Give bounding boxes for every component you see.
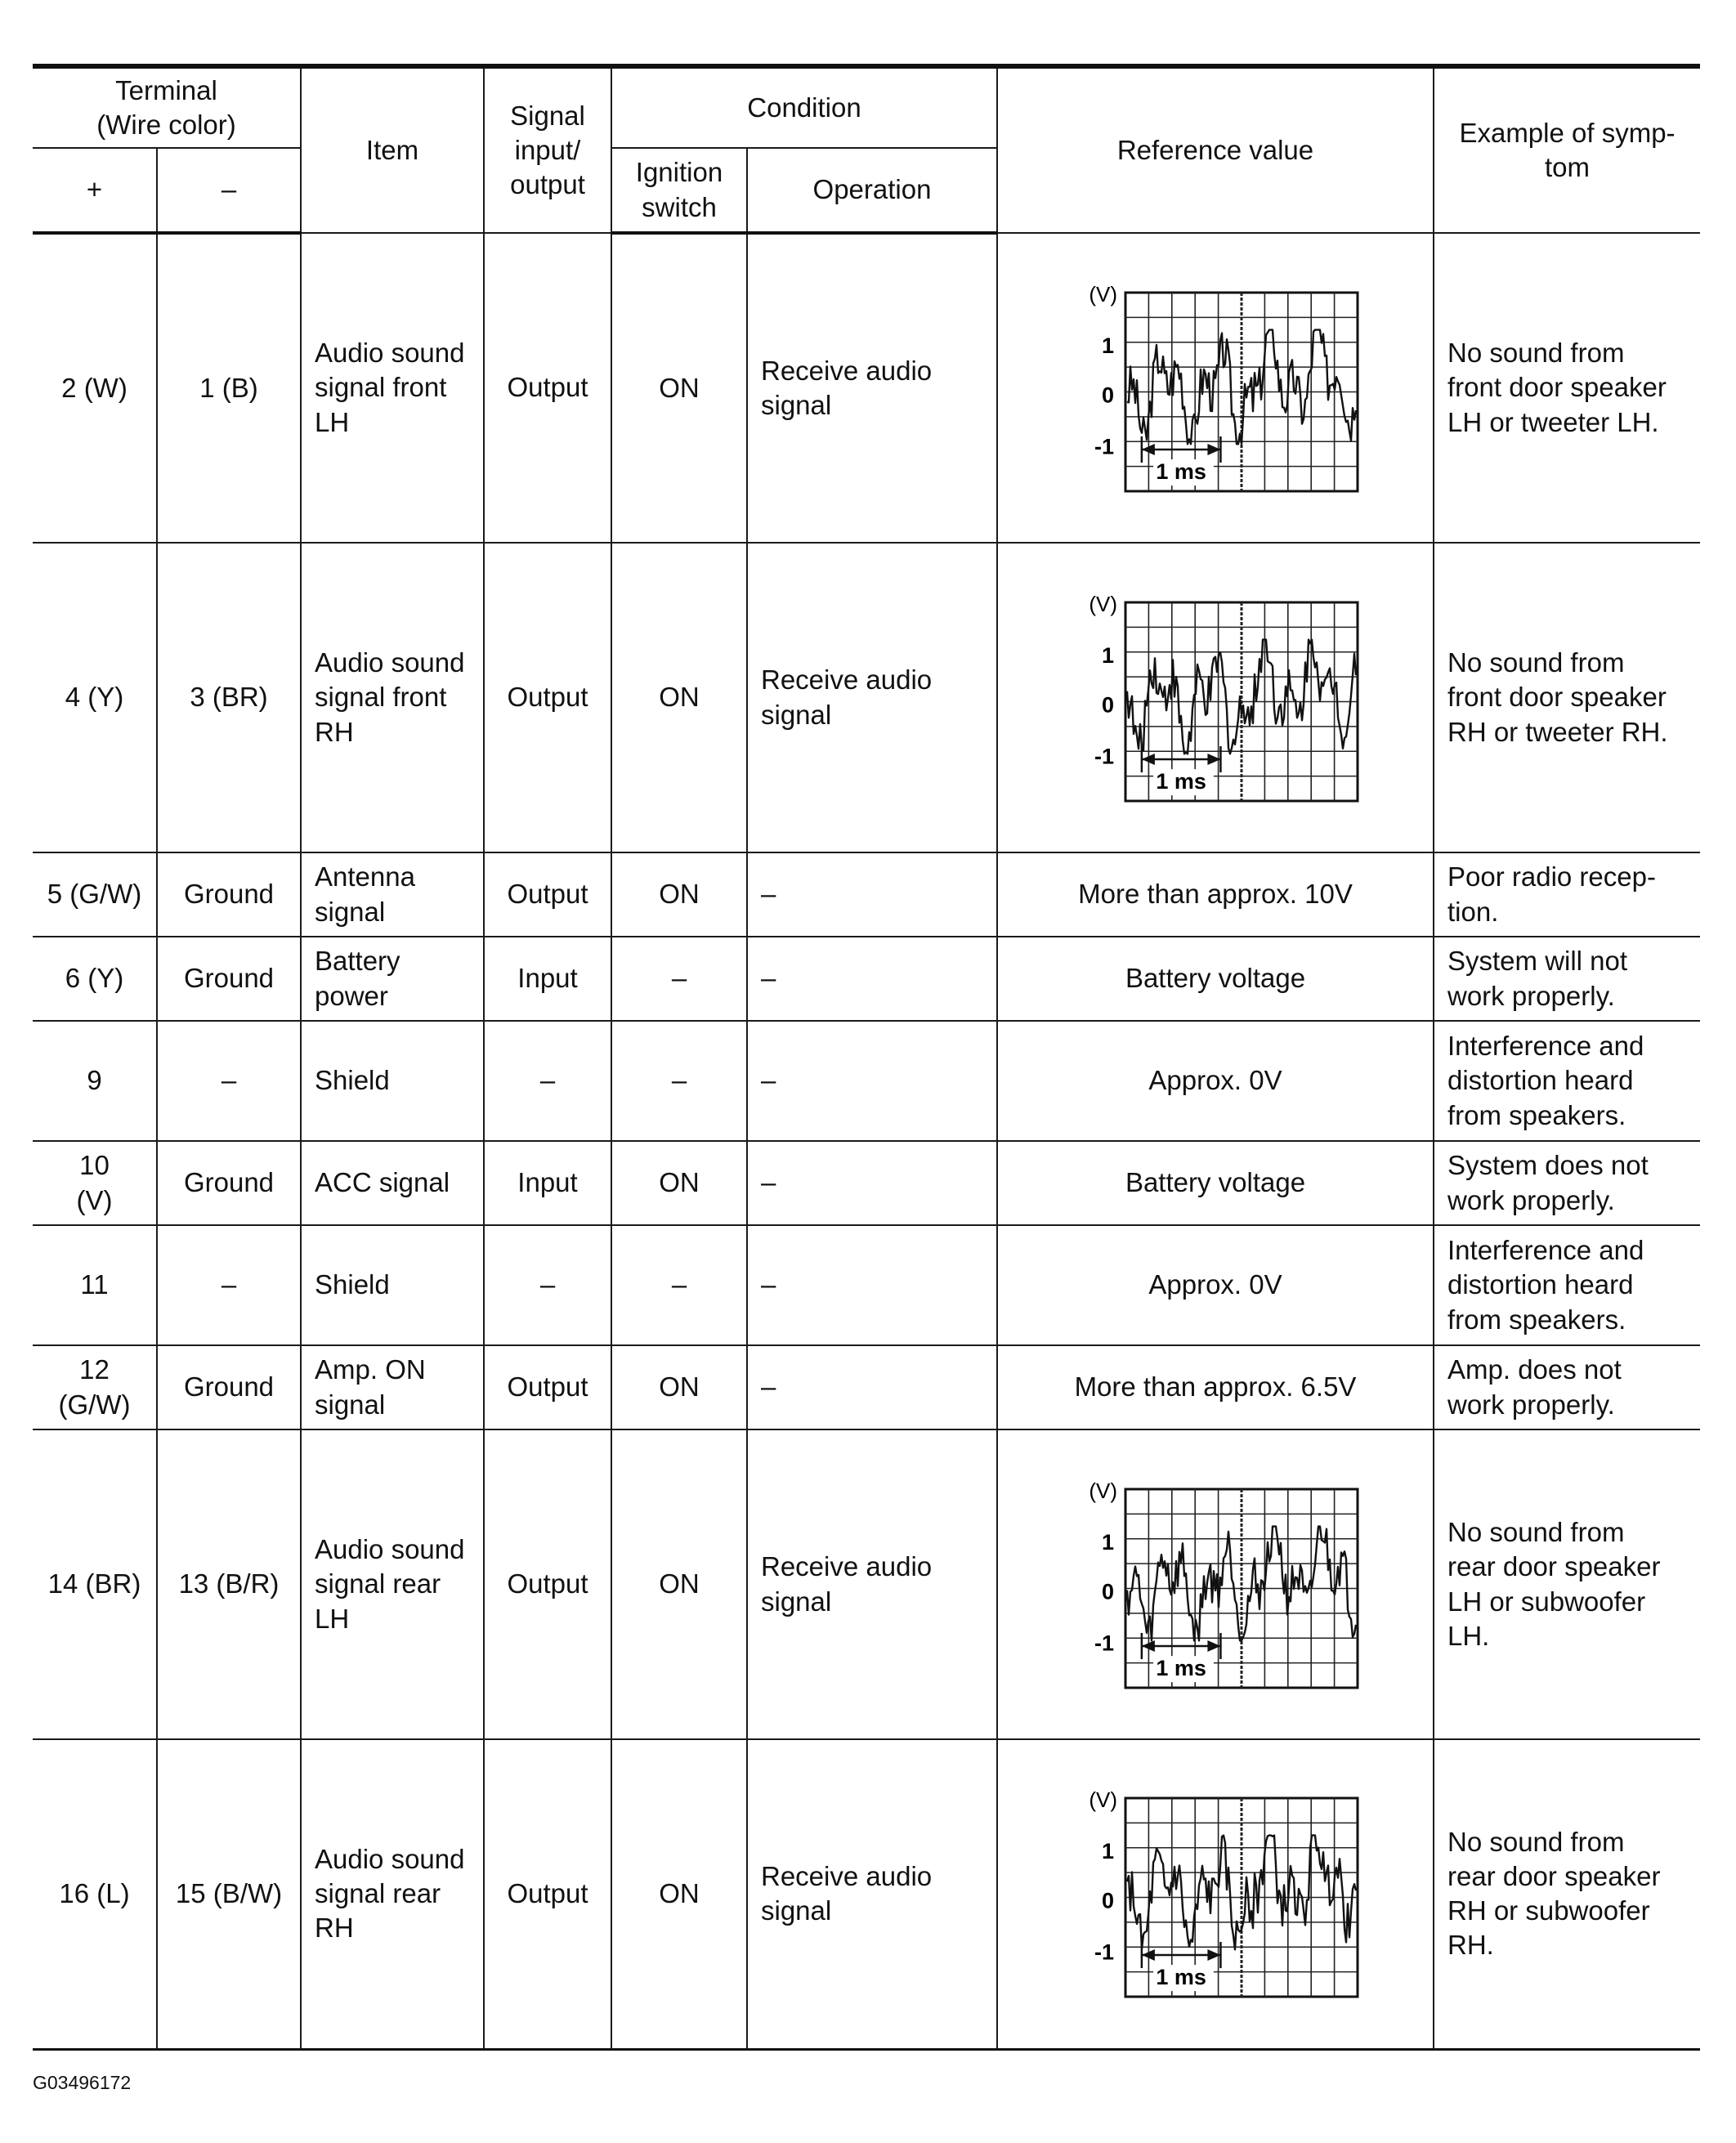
- cell-ignition-switch: [611, 1345, 747, 1429]
- cell-operation: [747, 1739, 997, 2049]
- cell-operation-text: Receive audio signal: [761, 1551, 933, 1617]
- cell-ignition-switch: [611, 852, 747, 937]
- cell-item: [301, 1429, 484, 1739]
- table-row: [33, 543, 1700, 852]
- cell-reference-value-text: More than approx. 10V: [1078, 879, 1353, 910]
- cell-ignition-switch-text: ON: [659, 879, 700, 910]
- cell-reference-value: [997, 1021, 1434, 1141]
- cell-item: [301, 1345, 484, 1429]
- cell-ignition-switch: [611, 937, 747, 1021]
- cell-ignition-switch: [611, 1429, 747, 1739]
- cell-ignition-switch-text: –: [671, 1269, 687, 1300]
- cell-ignition-switch: [611, 1141, 747, 1225]
- cell-ignition-switch: [611, 1739, 747, 2049]
- cell-reference-value: [997, 852, 1434, 937]
- cell-ignition-switch-text: –: [671, 963, 687, 994]
- cell-terminal-plus: [33, 937, 157, 1021]
- scope-tick-label: 1: [1101, 642, 1114, 668]
- cell-terminal-minus-text: Ground: [183, 1167, 275, 1198]
- cell-signal-io: [484, 543, 611, 852]
- cell-terminal-minus-text: –: [221, 1269, 237, 1300]
- cell-symptom-text: No sound from front door speaker LH or tweeter LH.: [1447, 338, 1667, 437]
- cell-ignition-switch: [611, 233, 747, 543]
- cell-item: [301, 937, 484, 1021]
- cell-terminal-minus: [157, 543, 301, 852]
- cell-signal-io: [484, 1429, 611, 1739]
- cell-signal-io-text: Output: [507, 1878, 588, 1909]
- cell-item-text: Audio sound signal rear RH: [315, 1843, 465, 1944]
- cell-reference-value-text: Battery voltage: [1125, 963, 1306, 994]
- table-row: [33, 1429, 1700, 1739]
- cell-terminal-minus-text: 1 (B): [199, 372, 258, 403]
- cell-signal-io-text: Output: [507, 682, 588, 713]
- header-condition: Condition: [611, 66, 997, 148]
- figure-id: G03496172: [33, 2072, 132, 2093]
- header-ignition-switch: Ignition switch: [611, 148, 747, 233]
- cell-terminal-minus: [157, 1345, 301, 1429]
- table-row: [33, 1021, 1700, 1141]
- cell-terminal-plus: [33, 543, 157, 852]
- cell-terminal-minus: [157, 852, 301, 937]
- cell-terminal-minus-text: Ground: [183, 1371, 275, 1403]
- cell-signal-io-text: Input: [517, 1167, 578, 1198]
- scope-time-label: 1 ms: [1156, 459, 1206, 484]
- cell-terminal-minus: [157, 1429, 301, 1739]
- cell-reference-value: [997, 1225, 1434, 1345]
- cell-operation-text: –: [761, 1371, 776, 1403]
- cell-item-text: Audio sound signal front RH: [315, 647, 465, 747]
- cell-symptom-text: No sound from rear door speaker RH or subwoofer RH.: [1447, 1826, 1661, 1961]
- cell-terminal-plus: [33, 1225, 157, 1345]
- scope-tick-label: 0: [1101, 1579, 1114, 1604]
- cell-symptom: [1434, 1141, 1700, 1225]
- cell-terminal-minus-text: 3 (BR): [190, 682, 268, 713]
- cell-terminal-plus-text: 2 (W): [61, 372, 128, 403]
- scope-tick-label: 1: [1101, 1529, 1114, 1555]
- cell-operation-text: –: [761, 963, 776, 994]
- scope-time-label: 1 ms: [1156, 768, 1206, 794]
- table-row: [33, 1739, 1700, 2049]
- cell-signal-io: [484, 1225, 611, 1345]
- cell-symptom: [1434, 543, 1700, 852]
- cell-terminal-minus: [157, 1021, 301, 1141]
- cell-terminal-plus-text: 4 (Y): [65, 682, 124, 713]
- cell-terminal-plus: [33, 1739, 157, 2049]
- cell-terminal-plus: [33, 1345, 157, 1429]
- header-symptom: Example of symp- tom: [1434, 66, 1700, 233]
- cell-operation: [747, 1021, 997, 1141]
- cell-item-text: Battery power: [315, 946, 400, 1011]
- cell-signal-io-text: Output: [507, 1371, 588, 1403]
- scope-tick-label: 0: [1101, 1888, 1114, 1913]
- cell-symptom-text: No sound from front door speaker RH or tweeter RH.: [1447, 647, 1668, 747]
- scope-time-label: 1 ms: [1156, 1965, 1206, 1990]
- cell-terminal-plus: [33, 852, 157, 937]
- cell-operation-text: Receive audio signal: [761, 1861, 933, 1926]
- cell-signal-io: [484, 1141, 611, 1225]
- scope-unit-label: (V): [1089, 1478, 1117, 1503]
- table-row: [33, 1225, 1700, 1345]
- cell-item: [301, 1141, 484, 1225]
- cell-terminal-plus: [33, 1429, 157, 1739]
- cell-operation: [747, 1345, 997, 1429]
- cell-reference-value: [997, 1345, 1434, 1429]
- cell-item: [301, 1739, 484, 2049]
- cell-signal-io-text: –: [539, 1269, 556, 1300]
- cell-symptom: [1434, 1739, 1700, 2049]
- cell-terminal-plus-text: 12 (G/W): [58, 1354, 131, 1420]
- table-row: [33, 233, 1700, 543]
- cell-item-text: ACC signal: [315, 1167, 450, 1198]
- cell-terminal-plus-text: 11: [80, 1269, 109, 1300]
- cell-ignition-switch-text: –: [671, 1065, 687, 1096]
- cell-operation-text: –: [761, 879, 776, 910]
- cell-ignition-switch: [611, 1021, 747, 1141]
- cell-ignition-switch: [611, 1225, 747, 1345]
- cell-symptom: [1434, 233, 1700, 543]
- cell-terminal-minus-text: 13 (B/R): [178, 1568, 280, 1599]
- cell-item: [301, 1225, 484, 1345]
- cell-reference-value: [997, 1141, 1434, 1225]
- cell-symptom-text: Interference and distortion heard from speakers.: [1447, 1031, 1644, 1130]
- cell-signal-io: [484, 1345, 611, 1429]
- cell-terminal-minus: [157, 1739, 301, 2049]
- cell-terminal-plus-text: 5 (G/W): [47, 879, 142, 910]
- cell-operation-text: –: [761, 1065, 776, 1096]
- header-item: Item: [301, 66, 484, 233]
- cell-reference-value: [997, 937, 1434, 1021]
- cell-symptom: [1434, 1429, 1700, 1739]
- cell-reference-value-text: Approx. 0V: [1148, 1065, 1282, 1096]
- table-row: [33, 852, 1700, 937]
- cell-terminal-plus: [33, 1141, 157, 1225]
- cell-terminal-plus-text: 16 (L): [59, 1878, 130, 1909]
- cell-terminal-minus-text: Ground: [183, 879, 275, 910]
- cell-signal-io: [484, 1021, 611, 1141]
- table-row: [33, 1141, 1700, 1225]
- cell-signal-io: [484, 1739, 611, 2049]
- scope-tick-label: -1: [1094, 433, 1114, 459]
- header-operation: Operation: [747, 148, 997, 233]
- cell-symptom-text: No sound from rear door speaker LH or subwoofer LH.: [1447, 1517, 1661, 1651]
- cell-terminal-minus: [157, 1225, 301, 1345]
- cell-terminal-plus-text: 10 (V): [76, 1150, 113, 1215]
- cell-operation-text: –: [761, 1167, 776, 1198]
- cell-operation: [747, 937, 997, 1021]
- cell-operation: [747, 233, 997, 543]
- scope-time-label: 1 ms: [1156, 1655, 1206, 1680]
- cell-terminal-minus-text: –: [221, 1065, 237, 1096]
- cell-reference-value: [997, 543, 1434, 852]
- scope-unit-label: (V): [1089, 281, 1117, 306]
- scope-unit-label: (V): [1089, 591, 1117, 616]
- cell-operation: [747, 1225, 997, 1345]
- cell-operation: [747, 852, 997, 937]
- scope-tick-label: -1: [1094, 1939, 1114, 1965]
- terminal-table: [33, 64, 1700, 2051]
- cell-signal-io-text: –: [539, 1065, 556, 1096]
- cell-operation: [747, 1141, 997, 1225]
- cell-item: [301, 852, 484, 937]
- cell-ignition-switch-text: ON: [659, 372, 700, 403]
- cell-operation-text: –: [761, 1269, 776, 1300]
- cell-ignition-switch-text: ON: [659, 1371, 700, 1403]
- scope-tick-label: 0: [1101, 692, 1114, 718]
- cell-signal-io-text: Output: [507, 879, 588, 910]
- header-plus: +: [33, 148, 157, 233]
- scope-tick-label: -1: [1094, 1630, 1114, 1655]
- cell-operation-text: Receive audio signal: [761, 355, 933, 420]
- cell-ignition-switch-text: ON: [659, 1167, 700, 1198]
- cell-item-text: Antenna signal: [315, 861, 415, 927]
- cell-terminal-plus-text: 9: [87, 1065, 102, 1096]
- cell-item-text: Shield: [315, 1269, 390, 1300]
- header-signal-io: Signal input/ output: [484, 66, 611, 233]
- scope-tick-label: 0: [1101, 383, 1114, 408]
- cell-terminal-plus-text: 14 (BR): [47, 1568, 141, 1599]
- table-row: [33, 937, 1700, 1021]
- cell-signal-io-text: Output: [507, 372, 588, 403]
- cell-symptom-text: Amp. does not work properly.: [1447, 1354, 1622, 1420]
- cell-signal-io: [484, 937, 611, 1021]
- cell-symptom-text: Poor radio recep- tion.: [1447, 861, 1656, 927]
- scope-unit-label: (V): [1089, 1787, 1117, 1813]
- cell-terminal-minus-text: 15 (B/W): [175, 1878, 283, 1909]
- cell-ignition-switch: [611, 543, 747, 852]
- cell-terminal-plus: [33, 233, 157, 543]
- cell-reference-value: [997, 233, 1434, 543]
- cell-terminal-minus: [157, 937, 301, 1021]
- cell-symptom-text: Interference and distortion heard from speakers.: [1447, 1235, 1644, 1335]
- cell-reference-value: [997, 1429, 1434, 1739]
- cell-symptom: [1434, 1345, 1700, 1429]
- oscilloscope-waveform: [1060, 1474, 1371, 1695]
- cell-operation-text: Receive audio signal: [761, 664, 933, 730]
- cell-signal-io-text: Input: [517, 963, 578, 994]
- cell-item-text: Amp. ON signal: [315, 1354, 426, 1420]
- cell-item: [301, 543, 484, 852]
- scope-tick-label: -1: [1094, 743, 1114, 768]
- cell-symptom-text: System will not work properly.: [1447, 946, 1628, 1011]
- cell-terminal-minus: [157, 233, 301, 543]
- cell-reference-value: [997, 1739, 1434, 2049]
- oscilloscope-waveform: [1060, 278, 1371, 499]
- cell-ignition-switch-text: ON: [659, 1878, 700, 1909]
- cell-ignition-switch-text: ON: [659, 682, 700, 713]
- oscilloscope-waveform: [1060, 1783, 1371, 2004]
- terminal-reference-sheet: [33, 64, 1700, 2051]
- cell-operation: [747, 1429, 997, 1739]
- cell-reference-value-text: Battery voltage: [1125, 1167, 1306, 1198]
- header-minus: –: [157, 148, 301, 233]
- cell-item: [301, 233, 484, 543]
- header-reference-value: Reference value: [997, 66, 1434, 233]
- cell-item: [301, 1021, 484, 1141]
- cell-signal-io-text: Output: [507, 1568, 588, 1599]
- cell-symptom: [1434, 1225, 1700, 1345]
- scope-tick-label: 1: [1101, 333, 1114, 358]
- cell-terminal-plus-text: 6 (Y): [65, 963, 124, 994]
- cell-terminal-plus: [33, 1021, 157, 1141]
- oscilloscope-waveform: [1060, 588, 1371, 808]
- table-row: [33, 1345, 1700, 1429]
- cell-item-text: Audio sound signal rear LH: [315, 1534, 465, 1634]
- cell-reference-value-text: More than approx. 6.5V: [1074, 1371, 1357, 1403]
- header-terminal: Terminal (Wire color): [33, 66, 301, 148]
- cell-reference-value-text: Approx. 0V: [1148, 1269, 1282, 1300]
- cell-terminal-minus-text: Ground: [183, 963, 275, 994]
- cell-symptom: [1434, 1021, 1700, 1141]
- cell-operation: [747, 543, 997, 852]
- cell-item-text: Shield: [315, 1065, 390, 1096]
- scope-tick-label: 1: [1101, 1839, 1114, 1864]
- cell-ignition-switch-text: ON: [659, 1568, 700, 1599]
- cell-symptom-text: System does not work properly.: [1447, 1150, 1649, 1215]
- cell-signal-io: [484, 233, 611, 543]
- cell-item-text: Audio sound signal front LH: [315, 338, 465, 437]
- cell-terminal-minus: [157, 1141, 301, 1225]
- cell-symptom: [1434, 852, 1700, 937]
- cell-symptom: [1434, 937, 1700, 1021]
- cell-signal-io: [484, 852, 611, 937]
